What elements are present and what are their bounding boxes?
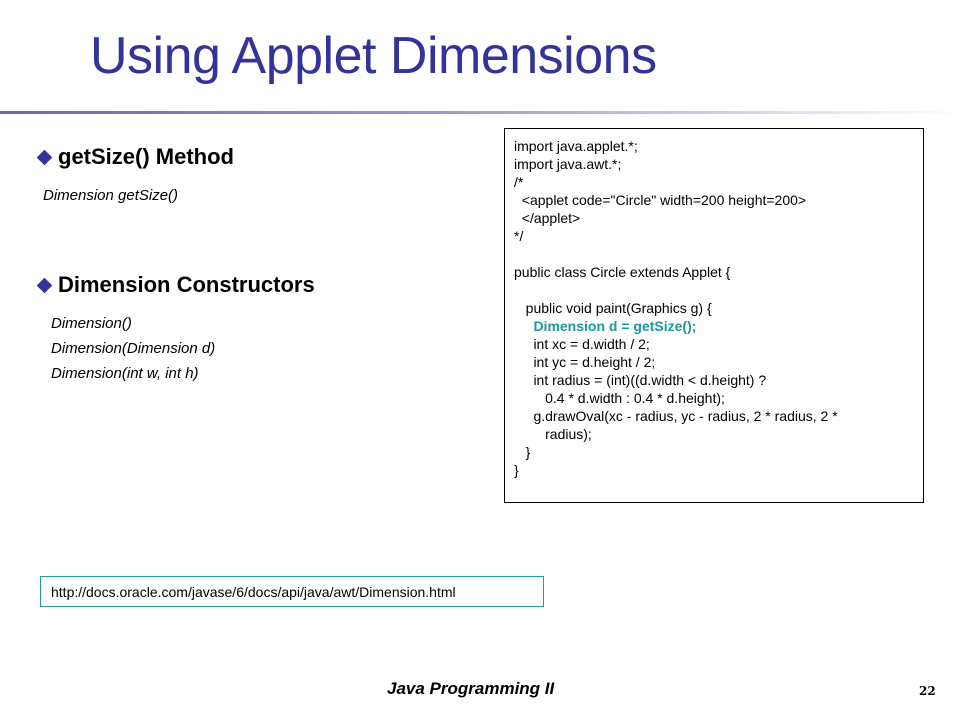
code-line: */ — [514, 228, 524, 244]
code-line: } — [514, 462, 519, 478]
footer-course-title: Java Programming II — [387, 679, 555, 698]
sub-item: Dimension() — [51, 315, 132, 332]
bullet-label: Dimension Constructors — [58, 272, 315, 297]
code-line-highlighted: Dimension d = getSize(); — [514, 318, 697, 334]
code-line: public class Circle extends Applet { — [514, 264, 731, 280]
bullet-getsize-method — [36, 144, 234, 170]
bullet-label: getSize() Method — [58, 144, 234, 169]
slide-title: Using Applet Dimensions — [90, 27, 657, 85]
bullet-dimension-constructors — [36, 272, 315, 298]
sub-item: Dimension getSize() — [43, 187, 179, 204]
sub-item: Dimension(int w, int h) — [51, 365, 199, 382]
code-line: public void paint(Graphics g) { — [514, 300, 712, 316]
code-line: /* — [514, 174, 524, 190]
diamond-bullet-icon — [37, 149, 53, 165]
code-listing — [504, 128, 924, 503]
code-line: g.drawOval(xc - radius, yc - radius, 2 * radius, 2 * — [514, 408, 838, 424]
code-line: </applet> — [514, 210, 581, 226]
page-number: 22 — [919, 684, 936, 698]
sub-item: Dimension(Dimension d) — [51, 340, 216, 357]
code-line: 0.4 * d.width : 0.4 * d.height); — [514, 390, 725, 406]
documentation-link[interactable]: http://docs.oracle.com/javase/6/docs/api/java/awt/Dimension.html — [40, 576, 544, 607]
code-line: int yc = d.height / 2; — [514, 354, 656, 370]
code-line: int xc = d.width / 2; — [514, 336, 650, 352]
code-line: <applet code="Circle" width=200 height=200> — [514, 192, 807, 208]
code-line: import java.applet.*; — [514, 138, 638, 154]
code-line: } — [514, 444, 531, 460]
diamond-bullet-icon — [37, 277, 53, 293]
code-line: int radius = (int)((d.width < d.height) ? — [514, 372, 767, 388]
code-line: import java.awt.*; — [514, 156, 622, 172]
code-line: radius); — [514, 426, 592, 442]
title-divider — [0, 111, 960, 114]
